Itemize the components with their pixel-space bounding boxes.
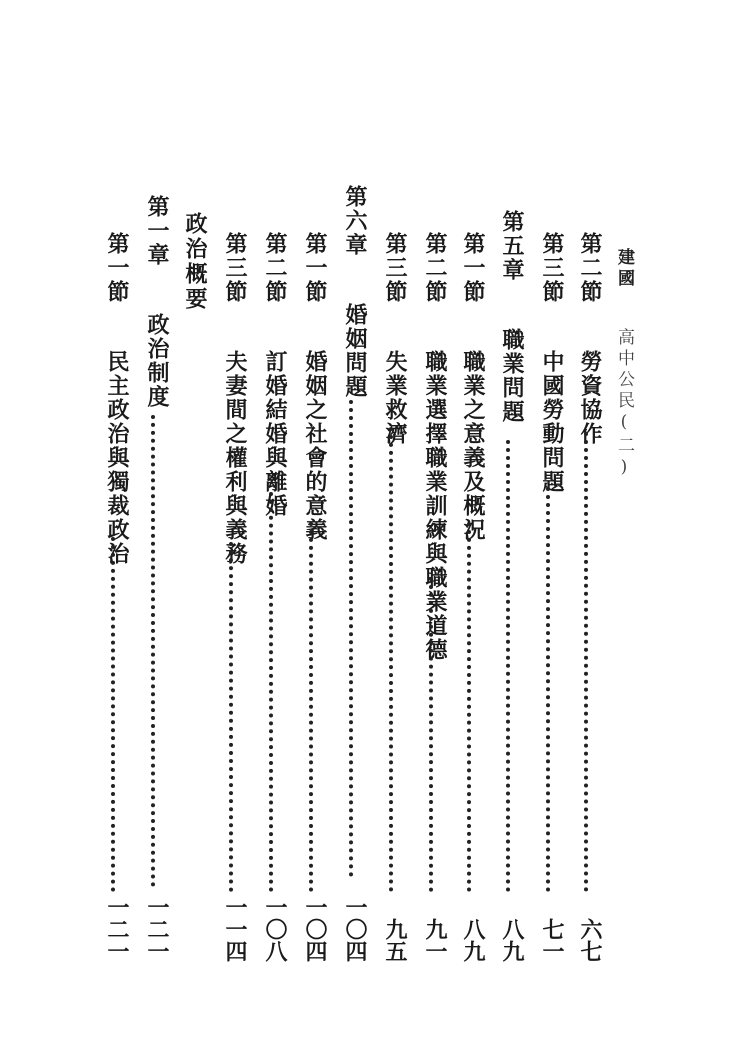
- dot-leader: [269, 492, 283, 892]
- toc-entry-section[interactable]: [380, 232, 410, 962]
- entry-title: 民主政治與獨裁政治: [104, 350, 130, 566]
- entry-number: 第一章: [144, 195, 170, 267]
- toc-entry-chapter[interactable]: [340, 185, 370, 962]
- entry-title: 訂婚結婚與離婚: [262, 350, 288, 518]
- entry-title: 夫妻間之權利與義務: [222, 350, 248, 566]
- dot-leader: [309, 522, 323, 892]
- entry-title: 政治制度: [144, 313, 170, 409]
- page-number: 一一四: [222, 896, 248, 962]
- entry-title: 中國勞動問題: [539, 350, 565, 494]
- entry-title: 婚姻之社會的意義: [302, 350, 328, 542]
- toc-entry-section[interactable]: [420, 232, 450, 962]
- dot-leader: [506, 440, 520, 892]
- entry-number: 第二節: [577, 232, 603, 304]
- page-number: 一二一: [104, 896, 130, 962]
- part-heading[interactable]: 政治概要: [182, 212, 208, 312]
- entry-number: 第三節: [539, 232, 565, 304]
- dot-leader: [349, 400, 363, 877]
- page-number: 一〇四: [302, 896, 328, 962]
- page-number: 九五: [382, 918, 408, 962]
- page-number: 八九: [499, 918, 525, 962]
- entry-number: 第一節: [302, 232, 328, 304]
- toc-entry-chapter[interactable]: [497, 210, 527, 962]
- entry-title: 婚姻問題: [342, 303, 368, 399]
- page-number: 六七: [577, 918, 603, 962]
- dot-leader: [111, 537, 125, 892]
- toc-entry-section[interactable]: [102, 232, 132, 962]
- toc-entry-section[interactable]: [575, 232, 605, 962]
- page-number: 八九: [460, 918, 486, 962]
- entry-number: 第二節: [262, 232, 288, 304]
- toc-entry-section[interactable]: [458, 232, 488, 962]
- publisher-name: 建國: [614, 248, 634, 290]
- page-number: 一二一: [144, 896, 170, 962]
- toc-entry-chapter[interactable]: [142, 195, 172, 962]
- entry-title: 職業問題: [499, 328, 525, 424]
- entry-number: 第一節: [460, 232, 486, 304]
- toc-entry-section[interactable]: [300, 232, 330, 962]
- dot-leader: [546, 487, 560, 892]
- entry-number: 第三節: [222, 232, 248, 304]
- entry-number: 第二節: [422, 232, 448, 304]
- toc-entry-section[interactable]: [220, 232, 250, 962]
- dot-leader: [229, 542, 243, 892]
- entry-title: 職業選擇職業訓練與職業道德: [422, 350, 448, 662]
- toc-entry-section[interactable]: [537, 232, 567, 962]
- page-number: 一〇八: [262, 896, 288, 962]
- entry-number: 第一節: [104, 232, 130, 304]
- page-number: 九一: [422, 918, 448, 962]
- dot-leader: [467, 522, 481, 892]
- entry-number: 第五章: [499, 210, 525, 282]
- book-title: 高中公民(二): [614, 328, 634, 481]
- dot-leader: [389, 427, 403, 892]
- entry-title: 勞資協作: [577, 350, 603, 446]
- dot-leader: [584, 432, 598, 892]
- dot-leader: [151, 415, 165, 887]
- dot-leader: [429, 577, 443, 892]
- entry-number: 第三節: [382, 232, 408, 304]
- entry-number: 第六章: [342, 185, 368, 257]
- page-number: 七一: [539, 918, 565, 962]
- running-header: [612, 248, 637, 481]
- entry-title: 失業救濟: [382, 350, 408, 446]
- entry-title: 職業之意義及概況: [460, 350, 486, 542]
- toc-entry-section[interactable]: [260, 232, 290, 962]
- page-number: 一〇四: [342, 896, 368, 962]
